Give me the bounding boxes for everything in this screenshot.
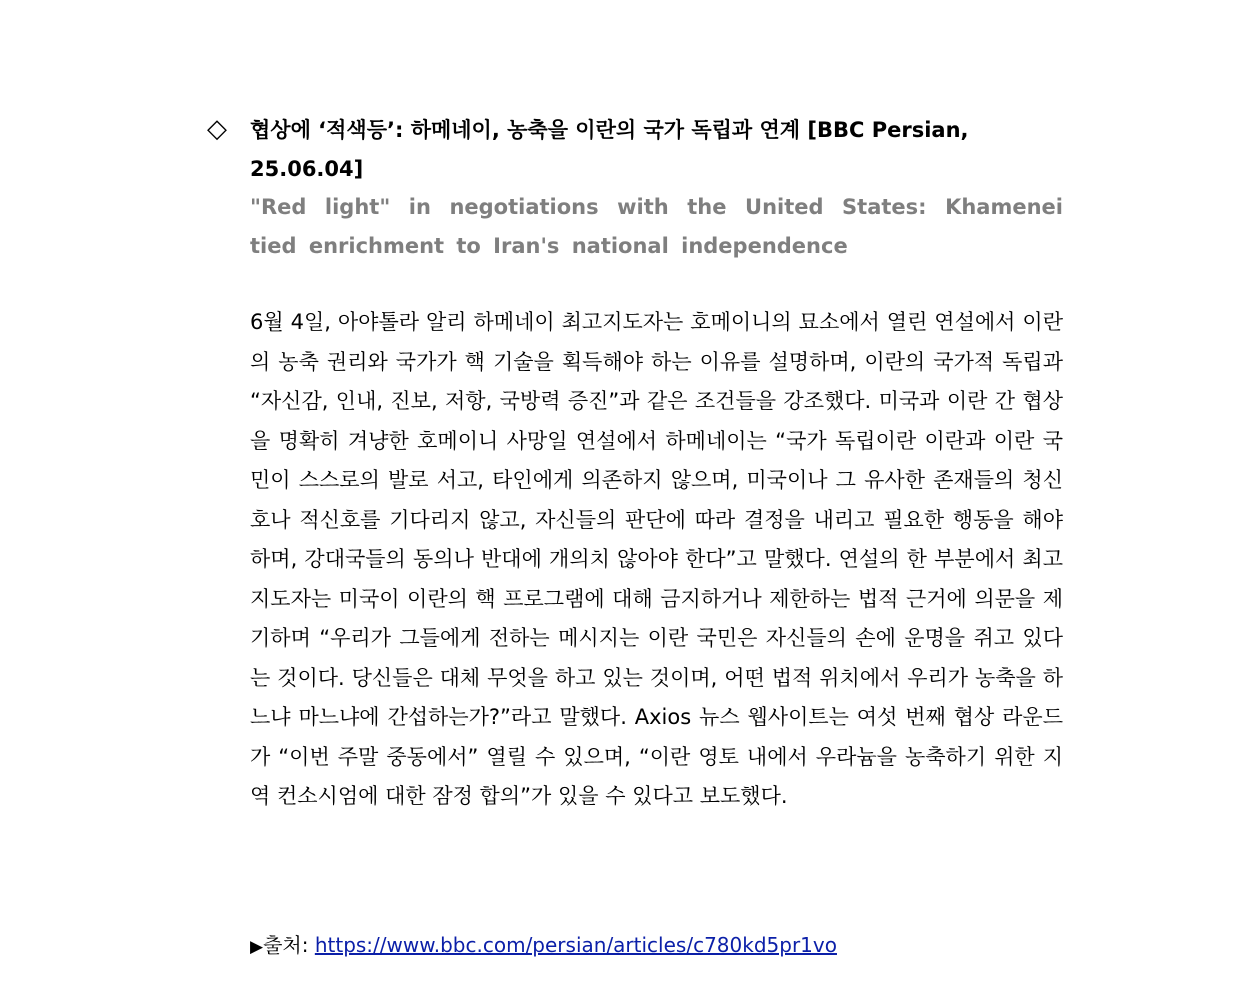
article-title-english: "Red light" in negotiations with the United States: Khamenei tied enrichment to Iran's national independence <box>250 195 1063 258</box>
source-link[interactable]: https://www.bbc.com/persian/articles/c780kd5pr1vo <box>314 933 837 957</box>
article-title-korean: 협상에 ‘적색등’: 하메네이, 농축을 이란의 국가 독립과 연계 [BBC Persian, 25.06.04] <box>250 118 969 181</box>
source-label: 출처: <box>263 933 315 957</box>
article-body: 6월 4일, 아야톨라 알리 하메네이 최고지도자는 호메이니의 묘소에서 열린 연설에서 이란의 농축 권리와 국가가 핵 기술을 획득해야 하는 이유를 설명하며, 이란의 국가적 독립과 “자신감, 인내, 진보, 저항, 국방력 증진”과 같은 조건들을 강조했다. 미국과 이란 간 협상을 명확히 겨냥한 호메이니 사망일 연설에서 하메네이는 “국가 독립이란 이란과 이란 국민이 스스로의 발로 서고, 타인에게 의존하지 않으며, 미국이나 그 유사한 존재들의 청신호나 적신호를 기다리지 않고, 자신들의 판단에 따라 결정을 내리고 필요한 행동을 해야 하며, 강대국들의 동의나 반대에 개의치 않아야 한다”고 말했다. 연설의 한 부분에서 최고지도자는 미국이 이란의 핵 프로그램에 대해 금지하거나 제한하는 법적 근거에 의문을 제기하며 “우리가 그들에게 전하는 메시지는 이란 국민은 자신들의 손에 운명을 쥐고 있다는 것이다. 당신들은 대체 무엇을 하고 있는 것이며, 어떤 법적 위치에서 우리가 농축을 하느냐 마느냐에 간섭하는가?”라고 말했다. Axios 뉴스 웹사이트는 여섯 번째 협상 라운드가 “이번 주말 중동에서” 열릴 수 있으며, “이란 영토 내에서 우라늄을 농축하기 위한 지역 컨소시엄에 대한 잠정 합의”가 있을 수 있다고 보도했다. <box>250 310 1063 808</box>
triangle-right-icon: ▶ <box>250 937 264 957</box>
diamond-bullet-icon: ◇ <box>207 114 227 144</box>
source-line <box>250 928 837 964</box>
